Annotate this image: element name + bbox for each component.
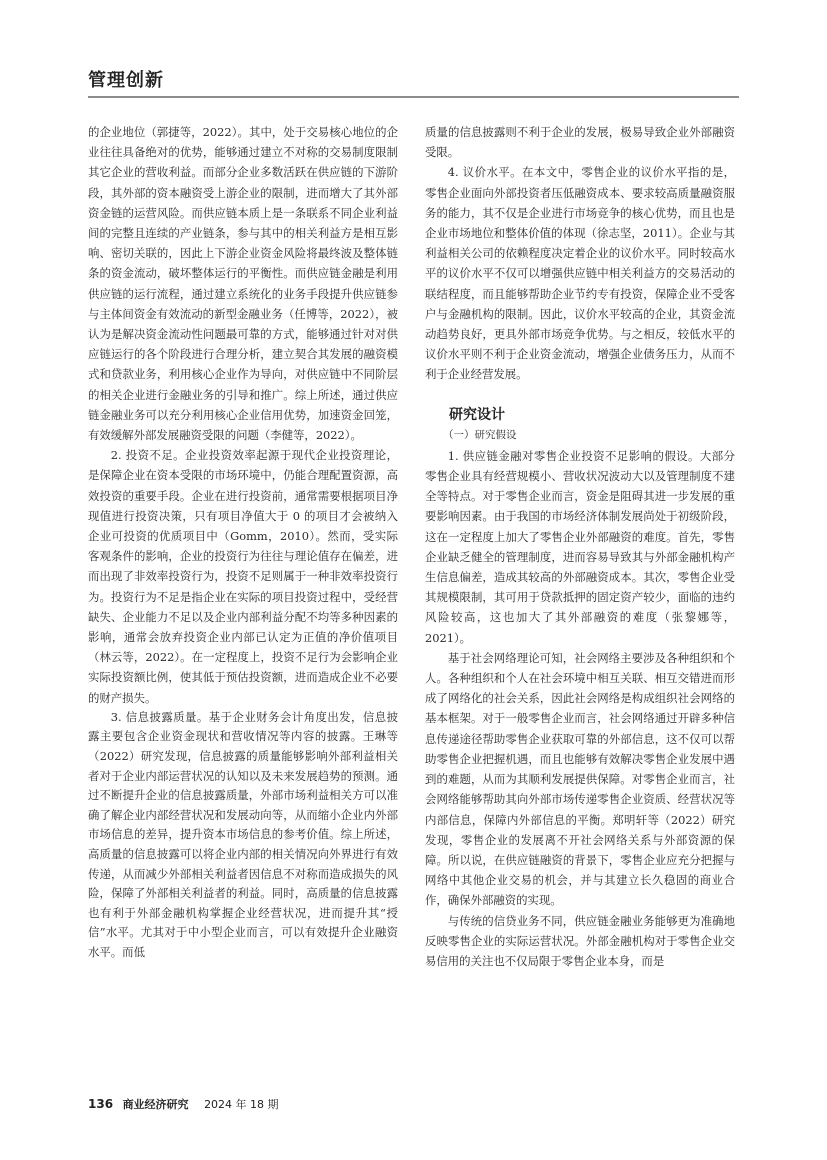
- left-column: [88, 122, 398, 963]
- section-header-title: 管理创新: [88, 70, 164, 91]
- paragraph: 1. 供应链金融对零售企业投资不足影响的假设。大部分零售企业具有经营规模小、营收状况波动大以及管理制度不建全等特点。对于零售企业而言，资金是阻碍其进一步发展的重要影响因素。由于我国的市场经济体制发展尚处于初级阶段，这在一定程度上加大了零售企业外部融资的难度。首先，零售企业缺乏健全的管理制度，进而容易导致其与外部金融机构产生信息偏差，造成其较高的外部融资成本。其次，零售企业受其规模限制，其可用于贷款抵押的固定资产较少，面临的违约风险较高，这也加大了其外部融资的难度（张黎娜等，2021）。: [425, 448, 735, 645]
- paragraph: 4. 议价水平。在本文中，零售企业的议价水平指的是，零售企业面向外部投资者压低融资成本、要求较高质量融资服务的能力，其不仅是企业进行市场竞争的核心优势，而且也是企业市场地位和整体价值的体现（徐志坚，2011）。企业与其利益相关公司的依赖程度决定着企业的议价水平。同时较高水平的议价水平不仅可以增强供应链中相关利益方的交易活动的联结程度，而且能够帮助企业节约专有投资，保障企业不受客户与金融机构的限制。因此，议价水平较高的企业，其资金流动趋势良好，更具外部市场竞争优势。与之相反，较低水平的议价水平则不利于企业资金流动，增强企业债务压力，从而不利于企业经营发展。: [425, 165, 735, 382]
- paragraph: 的企业地位（郭捷等，2022）。其中，处于交易核心地位的企业往往具备绝对的优势，能够通过建立不对称的交易制度限制其它企业的营收利益。而部分企业多数活跃在供应链的下游阶段，其外部的资本融资受上游企业的限制，进而增大了其外部资金链的运营风险。而供应链本质上是一条联系不同企业利益间的完整且连续的产业链条，参与其中的相关利益方是相互影响、密切关联的，因此上下游企业资金风险将最终波及整体链条的资金流动，破坏整体运行的平衡性。而供应链金融是利用供应链的运行流程，通过建立系统化的业务手段提升供应链参与主体间资金有效流动的新型金融业务（任博等，2022），被认为是解决资金流动性问题最可靠的方式，能够通过针对对供应链运行的各个阶段进行合理分析，建立契合其发展的融资模式和贷款业务，利用核心企业作为导向，对供应链中不同阶层的相关企业进行金融业务的引导和推广。综上所述，通过供应链金融业务可以充分利用核心企业信用优势，加速资金回笼，有效缓解外部发展融资受限的问题（李健等，2022）。: [88, 125, 398, 443]
- page-footer: [88, 1096, 279, 1112]
- page-number: 136: [88, 1097, 114, 1111]
- journal-name: 商业经济研究: [122, 1098, 189, 1111]
- right-column: [425, 122, 735, 971]
- paragraph: 2. 投资不足。企业投资效率起源于现代企业投资理论，是保障企业在资本受限的市场环境中，仍能合理配置资源，高效投资的重要手段。企业在进行投资前，通常需要根据项目净现值进行投资决策，只有项目净值大于 0 的项目才会被纳入企业可投资的优质项目中（Gomm，2010）。然而，受实际客观条件的影响，企业的投资行为往往与理论值存在偏差，进而出现了非效率投资行为，投资不足则属于一种非效率投资行为。投资行为不足是指企业在实际的项目投资过程中，受经营缺失、企业能力不足以及企业内部利益分配不均等多种因素的影响，通常会放弃投资企业内部已认定为正值的净价值项目（林云等，2022）。在一定程度上，投资不足行为会影响企业实际投资额比例，使其低于预估投资额，进而造成企业不必要的财产损失。: [88, 448, 398, 705]
- paragraph: 基于社会网络理论可知，社会网络主要涉及各种组织和个人。各种组织和个人在社会环境中相互关联、相互交错进而形成了网络化的社会关系，因此社会网络是构成组织社会网络的基本框架。对于一般零售企业而言，社会网络通过开辟多种信息传递途径帮助零售企业获取可靠的外部信息，这不仅可以帮助零售企业把握机遇，而且也能够有效解决零售企业发展中遇到的难题，从而为其顺利发展提供保障。对零售企业而言，社会网络能够帮助其向外部市场传递零售企业资质、经营状况等内部信息，保障内外部信息的平衡。郑明轩等（2022）研究发现，零售企业的发展离不开社会网络关系与外部资源的保障。所以说，在供应链融资的背景下，零售企业应充分把握与网络中其他企业交易的机会，并与其建立长久稳固的商业合作，确保外部融资的实现。: [425, 650, 735, 908]
- issue-label: 2024 年 18 期: [204, 1098, 279, 1111]
- header-divider: [88, 96, 739, 98]
- paragraph: 质量的信息披露则不利于企业的发展，极易导致企业外部融资受限。: [425, 125, 735, 160]
- subsection-title: （一）研究假设: [443, 428, 517, 441]
- section-title: 研究设计: [449, 406, 505, 423]
- paragraph: 与传统的信贷业务不同，供应链金融业务能够更为准确地反映零售企业的实际运营状况。外部金融机构对于零售企业交易信用的关注也不仅局限于零售企业本身，而是: [425, 913, 735, 968]
- paragraph: 3. 信息披露质量。基于企业财务会计角度出发，信息披露主要包含企业资金现状和营收情况等内容的披露。王琳等（2022）研究发现，信息披露的质量能够影响外部利益相关者对于企业内部运营状况的认知以及未来发展趋势的预测。通过不断提升企业的信息披露质量，外部市场利益相关方可以准确了解企业内部经营状况和发展动向等，从而缩小企业内外部市场信息的差异，提升资本市场信息的参考价值。综上所述，高质量的信息披露可以将企业内部的相关情况向外界进行有效传递，从而减少外部相关利益者因信息不对称而造成损失的风险，保障了外部相关利益者的利益。同时，高质量的信息披露也有利于外部金融机构掌握企业经营状况，进而提升其“授信”水平。尤其对于中小型企业而言，可以有效提升企业融资水平。而低: [88, 709, 398, 960]
